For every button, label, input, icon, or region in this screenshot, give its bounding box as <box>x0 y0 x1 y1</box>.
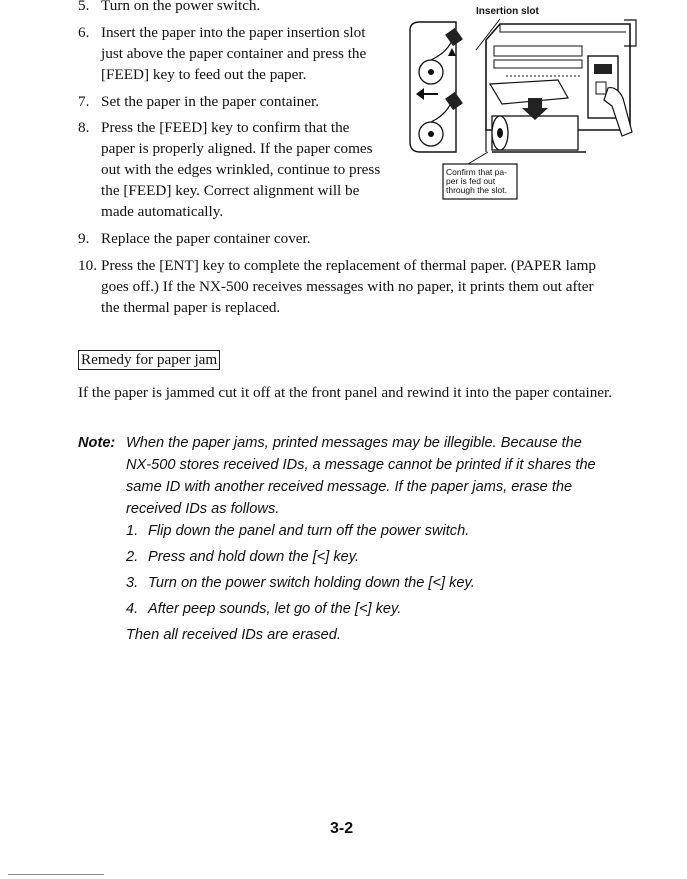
note-step-text: Turn on the power switch holding down the [<] key. <box>148 575 475 591</box>
note-closing: Then all received IDs are erased. <box>126 627 341 643</box>
note-step-number: 2. <box>126 549 139 565</box>
note-step <box>126 546 606 572</box>
step-number: 10. <box>78 257 97 274</box>
note-step-number: 3. <box>126 575 139 591</box>
step-text: Press the [ENT] key to complete the replacement of thermal paper. (PAPER lamp goes off.) If the NX-500 receives messages with no paper, it prints them out after the thermal paper is replaced. <box>101 257 597 316</box>
caption-line: Confirm that pa- <box>446 167 507 177</box>
remedy-text: If the paper is jammed cut it off at the front panel and rewind it into the paper container. <box>78 384 613 401</box>
remedy-heading-label: Remedy for paper jam <box>78 350 220 370</box>
step-number: 9. <box>78 230 90 247</box>
step-number: 7. <box>78 93 90 110</box>
step-number: 8. <box>78 119 90 136</box>
step-number: 5. <box>78 0 90 14</box>
scan-artifact-line <box>8 874 104 875</box>
note-step <box>126 520 606 546</box>
caption-line: through the slot. <box>446 185 507 195</box>
note-step-text: Press and hold down the [<] key. <box>148 549 360 565</box>
insertion-slot-label: Insertion slot <box>476 6 539 17</box>
note-text: When the paper jams, printed messages may be illegible. Because the NX-500 stores received IDs, a message cannot be printed if it shares the same ID with another received message. If the paper jams, erase the received IDs as follows. <box>126 435 596 517</box>
note-step <box>126 598 606 624</box>
remedy-heading <box>78 349 220 370</box>
step-text: Replace the paper container cover. <box>101 230 311 247</box>
figure-caption <box>446 168 516 195</box>
step-number: 6. <box>78 24 90 41</box>
note-label: Note: <box>78 435 116 451</box>
note-step-text: After peep sounds, let go of the [<] key. <box>148 601 402 617</box>
paper-insertion-figure <box>408 2 648 202</box>
step-text: Set the paper in the paper container. <box>101 93 320 110</box>
step-text: Turn on the power switch. <box>101 0 261 14</box>
printer-illustration <box>408 2 648 202</box>
note-step <box>126 572 606 598</box>
note-step-number: 1. <box>126 523 139 539</box>
step-text: Press the [FEED] key to confirm that the paper is properly aligned. If the paper comes out with the edges wrinkled, continue to press the [FEED] key. Correct alignment will be made automatically. <box>101 119 381 220</box>
note-steps <box>126 520 606 648</box>
note-step-text: Flip down the panel and turn off the power switch. <box>148 523 470 539</box>
caption-line: per is fed out <box>446 176 496 186</box>
note-step-number: 4. <box>126 601 139 617</box>
page-number: 3-2 <box>330 820 354 837</box>
step-text: Insert the paper into the paper insertion slot just above the paper container and press the [FEED] key to feed out the paper. <box>101 24 367 83</box>
